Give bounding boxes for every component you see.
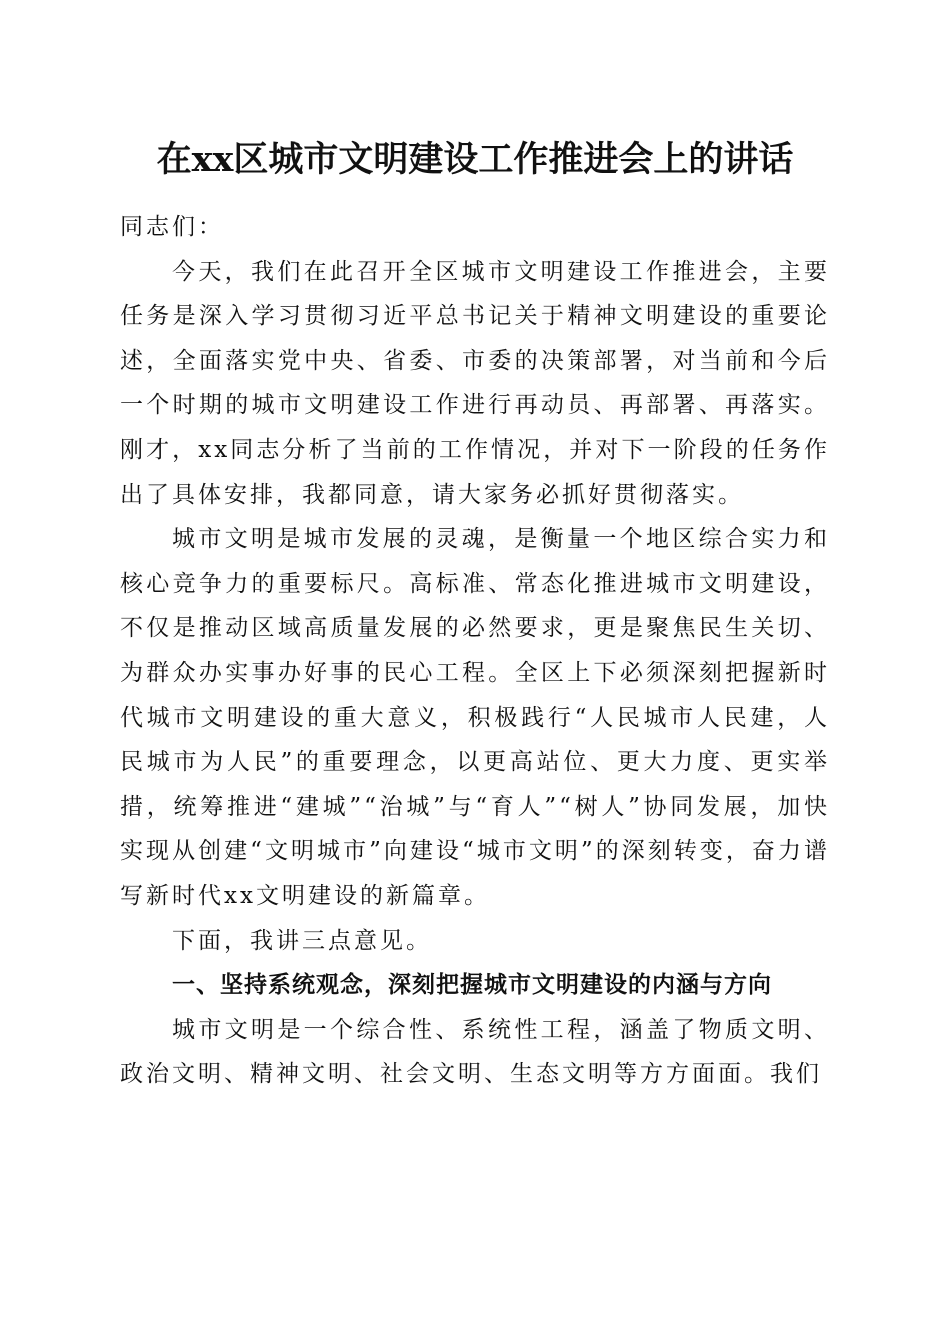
document-title: 在xx区城市文明建设工作推进会上的讲话 [156,139,794,180]
section-heading-one: 一、坚持系统观念，深刻把握城市文明建设的内涵与方向 [172,972,772,999]
paragraph-significance: 城市文明是城市发展的灵魂，是衡量一个地区综合实力和核心竞争力的重要标尺。高标准、常态化推进城市文明建设，不仅是推动区域高质量发展的必然要求，更是聚焦民生关切、为群众办实事办好事的民心工程。全区上下必须深刻把握新时代城市文明建设的重大意义，积极践行“人民城市人民建，人民城市为人民”的重要理念，以更高站位、更大力度、更实举措，统筹推进“建城”“治城”与“育人”“树人”协同发展，加快实现从创建“文明城市”向建设“城市文明”的深刻转变，奋力谱写新时代xx文明建设的新篇章。 [120,526,830,909]
paragraph-opening: 今天，我们在此召开全区城市文明建设工作推进会，主要任务是深入学习贯彻习近平总书记关于精神文明建设的重要论述，全面落实党中央、省委、市委的决策部署，对当前和今后一个时期的城市文明建设工作进行再动员、再部署、再落实。刚才，xx同志分析了当前的工作情况，并对下一阶段的任务作出了具体安排，我都同意，请大家务必抓好贯彻落实。 [120,258,830,508]
salutation: 同志们： [120,214,224,240]
document-body [120,205,830,1097]
paragraph-section-one: 城市文明是一个综合性、系统性工程，涵盖了物质文明、政治文明、精神文明、社会文明、生态文明等方方面面。我们 [120,1016,830,1088]
paragraph-transition: 下面，我讲三点意见。 [172,927,432,954]
